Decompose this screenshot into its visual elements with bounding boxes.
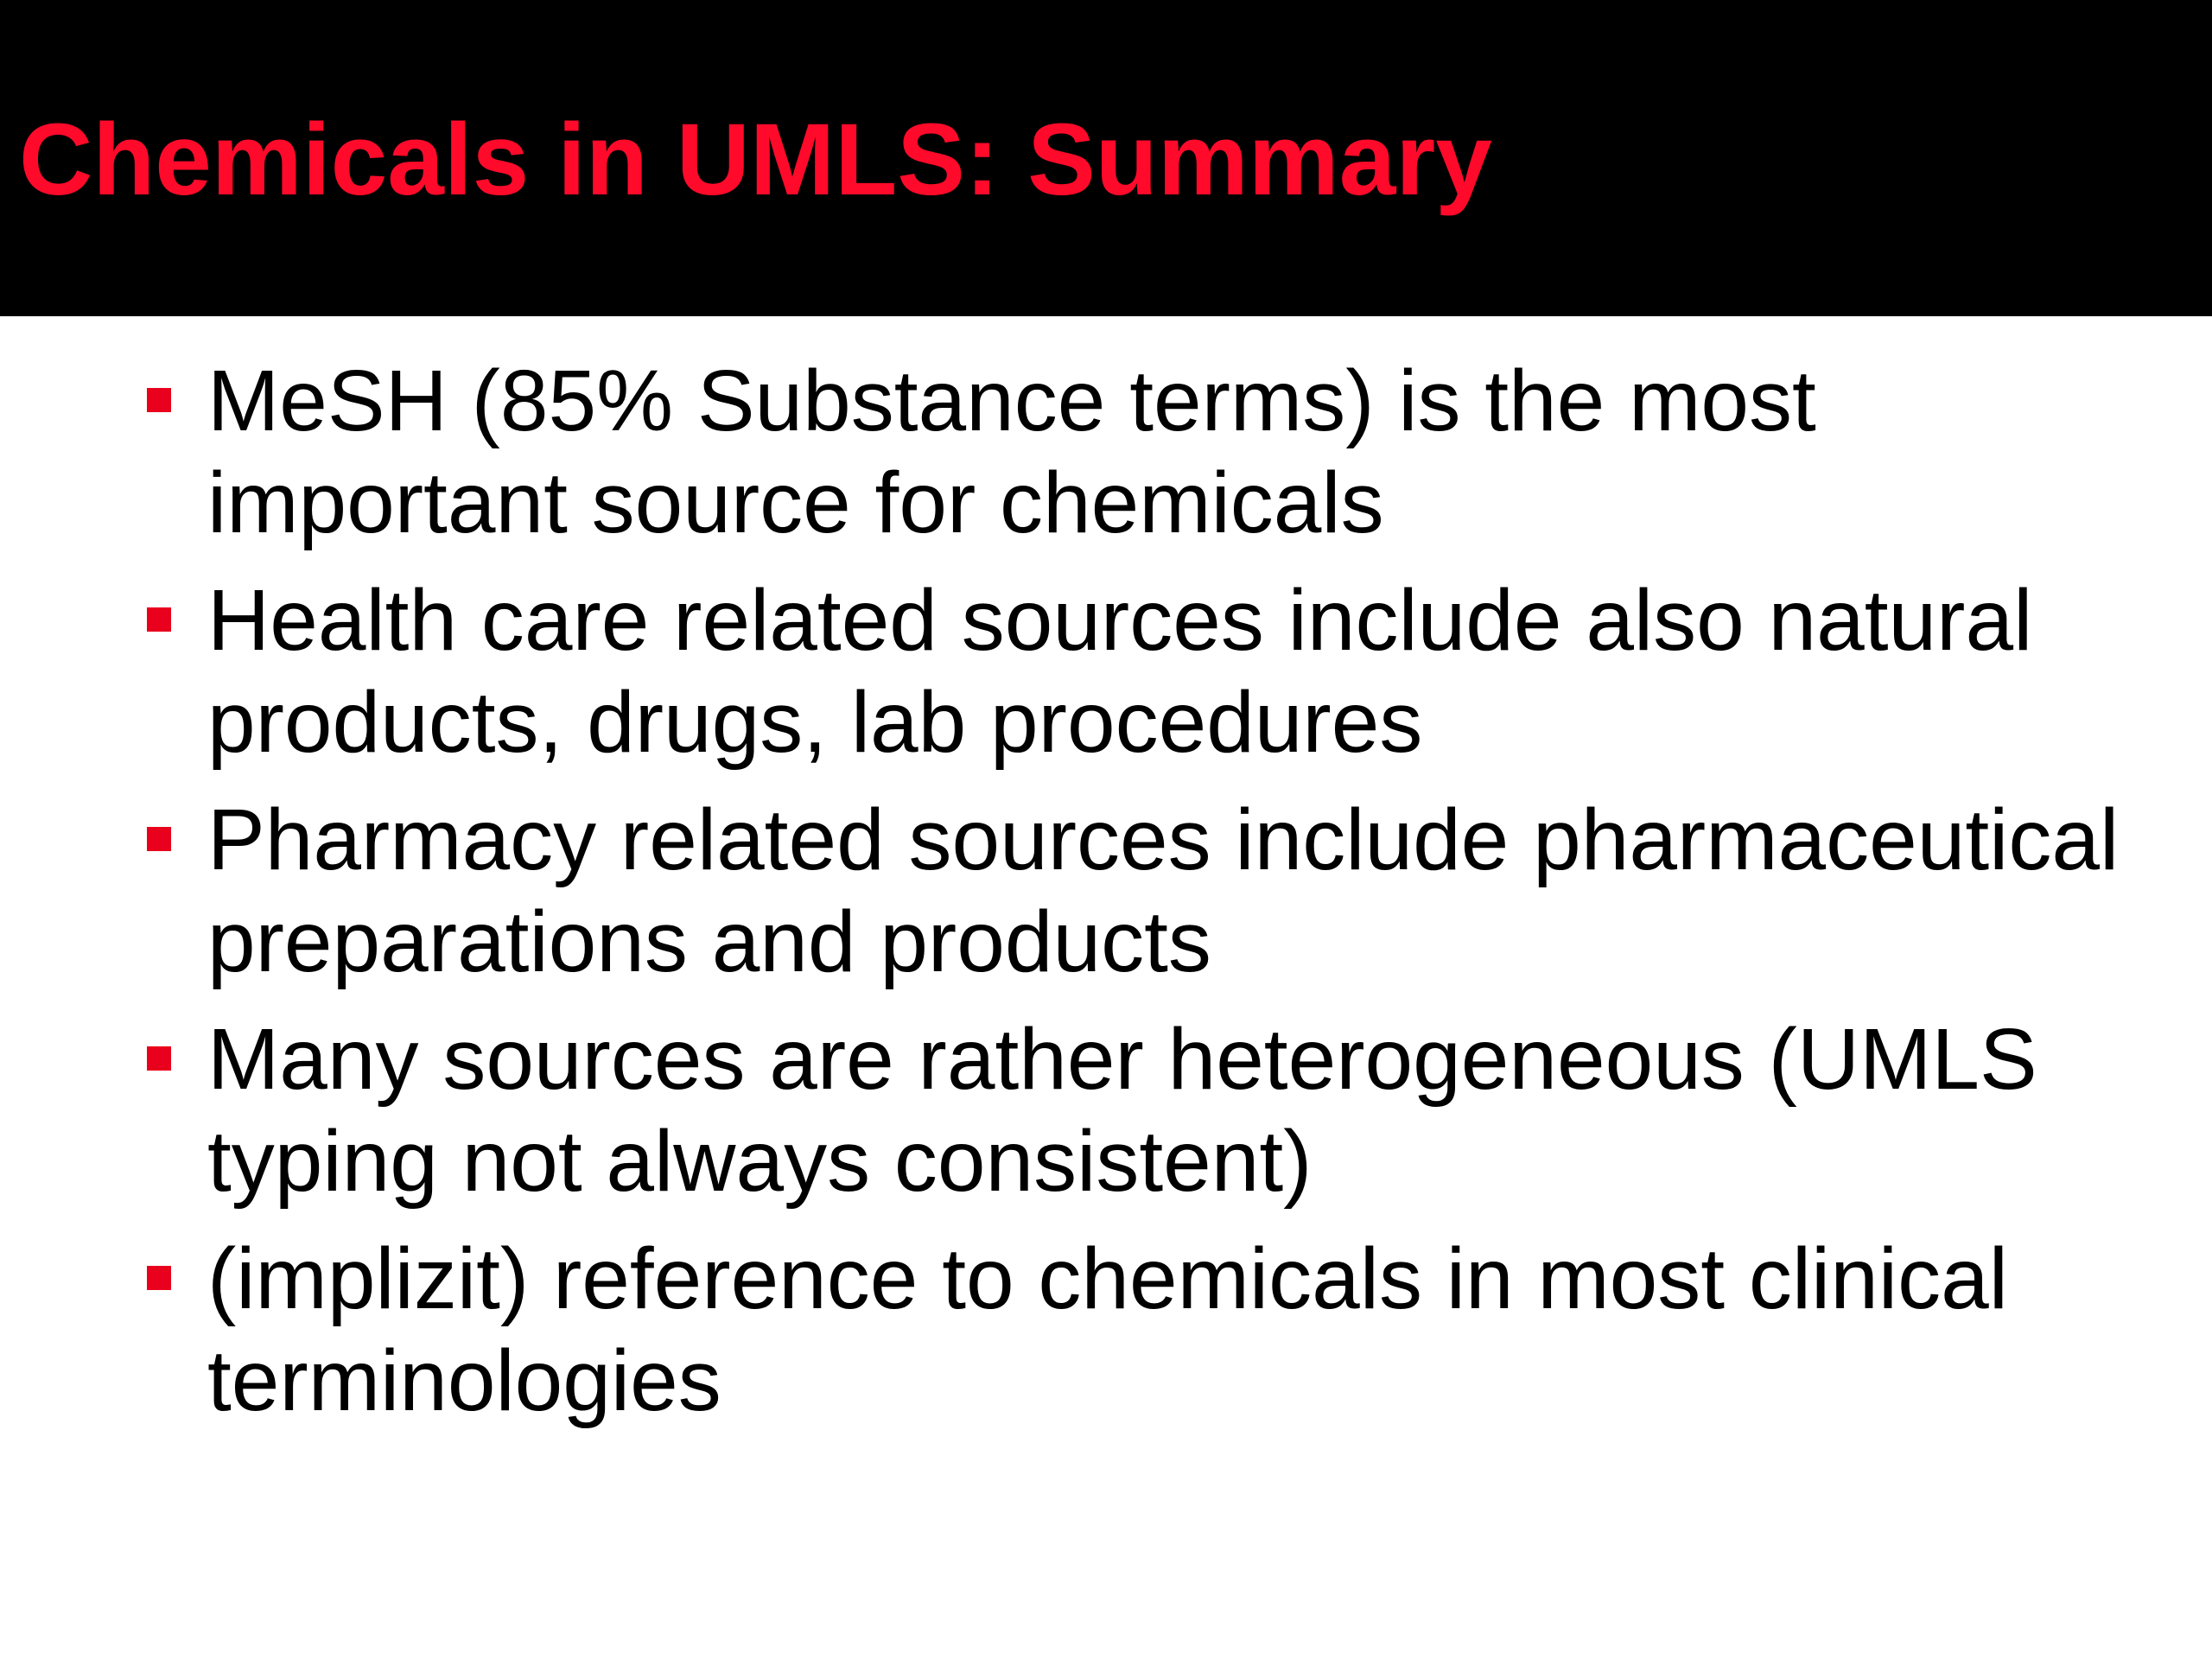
bullet-item	[0, 569, 2212, 789]
title-bar	[0, 0, 2212, 316]
bullet-text	[207, 1008, 2108, 1212]
square-bullet-icon	[147, 827, 171, 851]
square-bullet-icon	[147, 388, 171, 412]
bullet-text	[207, 569, 2108, 773]
bullet-line: typing not always consistent)	[207, 1113, 1313, 1210]
square-bullet-icon	[147, 607, 171, 632]
bullet-item	[0, 1008, 2212, 1228]
bullet-line: MeSH (85% Substance terms) is the most	[207, 353, 1816, 449]
square-bullet-icon	[147, 1266, 171, 1290]
bullet-line: Pharmacy related sources include pharmaceutical	[207, 791, 2120, 888]
bullet-item	[0, 350, 2212, 569]
slide-title: Chemicals in UMLS: Summary	[19, 103, 1492, 217]
bullet-line: preparations and products	[207, 893, 1211, 990]
bullet-text	[207, 789, 2120, 993]
bullet-item	[0, 1228, 2212, 1447]
bullet-line: terminologies	[207, 1332, 721, 1429]
bullet-text	[207, 1228, 2108, 1432]
bullet-line: important source for chemicals	[207, 454, 1384, 551]
bullet-line: Many sources are rather heterogeneous (UMLS	[207, 1011, 2037, 1108]
bullet-text	[207, 350, 2108, 554]
bullet-list	[0, 350, 2212, 1447]
bullet-item	[0, 789, 2212, 1008]
bullet-line: products, drugs, lab procedures	[207, 674, 1423, 771]
bullet-line: Health care related sources include also natural	[207, 572, 2033, 669]
square-bullet-icon	[147, 1046, 171, 1071]
bullet-line: (implizit) reference to chemicals in most clinical	[207, 1230, 2008, 1327]
